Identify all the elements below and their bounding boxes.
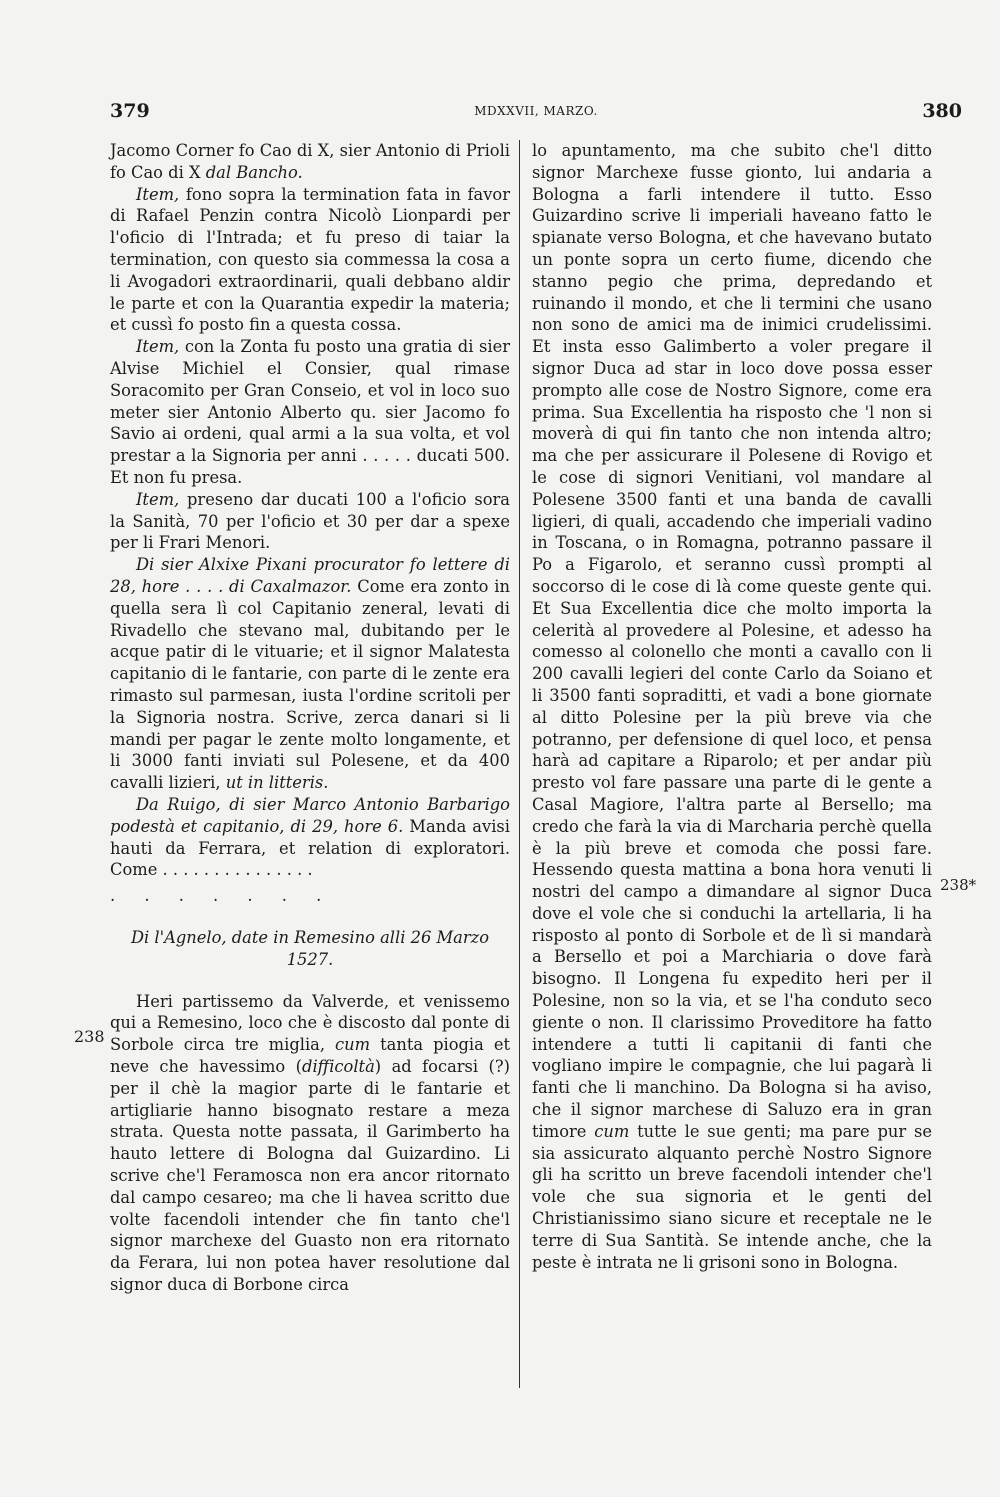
italic-text: Di sier Alxixe Pixani procurator fo lettere di 28, hore . . . . di Caxalmazor. <box>110 555 510 596</box>
left-column <box>110 140 510 1296</box>
paragraph <box>110 140 510 184</box>
text: Jacomo Corner fo Cao di X, sier Antonio di Prioli fo Cao di X <box>110 141 510 182</box>
paragraph <box>110 794 510 881</box>
text: Heri partissemo da Valverde, et venissemo qui a Remesino, loco che è discosto dal ponte di Sorbole circa tre miglia, <box>110 991 510 1055</box>
right-column <box>532 140 932 1273</box>
italic-text: Da Ruigo, di sier Marco Antonio Barbarigo podestà et capitanio, di 29, hore 6. <box>110 794 510 836</box>
italic-text: difficoltà <box>302 1057 375 1077</box>
text: ) ad focarsi (?) per il chè la magior parte di le fantarie et artigliarie hanno bisognato restare a meza strata. Questa notte passata, il Garimberto ha hauto lettere di Bologna dal Guizardino. Li scrive che'l Feramosca non era ancor ritornato dal campo cesareo; ma che li havea scritto due volte facendoli intender che fin tanto che'l signor marchexe del Guasto non era ritornato da Ferara, lui non potea haver resolutione dal signor duca di Borbone circa <box>110 1057 510 1295</box>
page-number-left: 379 <box>110 100 150 122</box>
text: Manda avisi hauti da Ferrara, et relation di exploratori. Come . . . . . . . . . . . . . . . <box>110 816 510 880</box>
italic-text: dal Bancho. <box>205 162 303 182</box>
italic-text: Item, <box>136 337 180 357</box>
page-number-right: 380 <box>922 100 962 122</box>
text: preseno dar ducati 100 a l'oficio sora la Sanità, 70 per l'oficio et 30 per dar a spexe per li Frari Menori. <box>110 489 510 553</box>
text: tanta piogia et neve che havessimo ( <box>110 1035 511 1077</box>
margin-note-right: 238* <box>940 876 977 894</box>
running-title: MDXXVII, MARZO. <box>474 104 598 118</box>
column-rule <box>519 140 520 1388</box>
text: fono sopra la termination fata in favor di Rafael Penzin contra Nicolò Lionpardi per l'oficio di l'Intrada; et fu preso di taiar la termination, con questo sia commessa la cosa a li Avogadori extraordinarii, quali debbano aldir le parte et con la Quarantia expedir la materia; et cussì fo posto fin a questa cossa. <box>110 184 510 335</box>
italic-text: cum <box>335 1035 371 1055</box>
margin-note-left: 238 <box>74 1027 105 1046</box>
running-head <box>110 100 962 124</box>
paragraph <box>532 140 932 1273</box>
ellipsis-line: . . . . . . . <box>110 886 334 906</box>
italic-text: ut in litteris. <box>225 773 329 793</box>
text: tutte le sue genti; ma pare pur se sia assicurato alquanto perchè Nostro Signore gli ha scritto un breve facendoli intender che'l vole che sua signoria et le genti del Christianissimo siano sicure et receptale ne le terre di Sua Santità. Se intende anche, che la peste è intrata ne li grisoni sono in Bologna. <box>532 1121 933 1272</box>
italic-text: Item, <box>136 184 180 204</box>
paragraph <box>110 489 510 554</box>
text: Come era zonto in quella sera lì col Capitanio zeneral, levati di Rivadello che stevano mal, dubitando per le acque patir di le vituarie; et il signor Malatesta capitanio di le fantarie, con parte di le zente era rimasto sul parmesan, iusta l'ordine scritoli per la Signoria nostra. Scrive, zerca danari si li mandi per pagar le zente molto longamente, et li 3000 fanti inviati sul Polesene, et da 400 cavalli lizieri, <box>110 576 510 793</box>
paragraph <box>110 554 510 794</box>
text: lo apuntamento, ma che subito che'l ditto signor Marchexe fusse gionto, lui andaria a Bologna a farli intendere il tutto. Esso Guizardino scrive li imperiali haveano fatto le spianate verso Bologna, et che havevano butato un ponte sopra un certo fiume, dicendo che stanno pegio che prima, depredando et ruinando il mondo, et che li termini che usano non sono de amici ma de inimici crudelissimi. Et insta esso Galimberto a voler pregare il signor Duca ad star in loco dove possa esser prompto alle cose de Nostro Signore, come era prima. Sua Excellentia ha risposto che 'l non si moverà di qui fin tanto che non intenda altro; ma che per assicurare il Polesene di Rovigo et le cose di signori Venitiani, vol mandare al Polesene 3500 fanti et una banda de cavalli ligieri, di quali, accadendo che imperiali vadino in Toscana, o in Romagna, potranno passare il Po a Figarolo, et seranno cussì prompti al soccorso di le cose di là come queste gente qui. Et Sua Excellentia dice che molto importa la celerità al provedere al Polesine, et adesso ha comesso al colonello che monti a cavallo con li 200 cavalli legieri del conte Carlo da Soiano et li 3500 fanti sopraditti, et vadi a bone giornate al ditto Polesine per la più breve via che potranno, per defensione di quel loco, et pensa harà ad capitare a Riparolo; et per andar più presto vol fare passare una parte di le gente a Casal Magiore, l'altra parte al Bersello; ma credo che farà la via di Marcharia perchè quella è la più breve et comoda che possi fare. Hessendo questa mattina a bona hora venuti li nostri del campo a dimandare al signor Duca dove el vole che si conduchi la artellaria, li ha risposto al ponto di Sorbole et de lì si mandarà a Bersello et poi a Marchiaria o dove farà bisogno. Il Longena fu expedito heri per il Polesine, non so la via, et se l'ha conduto seco giente o non. Il clarissimo Proveditore ha fatto intendere a tutti li capitanii di fanti che vogliano impire le compagnie, che lui pagarà li fanti che li manchino. Da Bologna si ha aviso, che il signor marchese di Saluzo era in gran timore <box>532 141 932 1141</box>
paragraph <box>110 991 510 1296</box>
italic-text: Item, <box>136 489 180 509</box>
section-heading: Di l'Agnelo, date in Remesino alli 26 Marzo 1527. <box>130 928 490 969</box>
italic-text: cum <box>594 1121 630 1141</box>
paragraph <box>110 336 510 489</box>
text: con la Zonta fu posto una gratia di sier Alvise Michiel el Consier, qual rimase Soracomito per Gran Conseio, et vol in loco suo meter sier Antonio Alberto qu. sier Jacomo fo Savio ai ordeni, qual armi a la sua volta, et vol prestar a la Signoria per anni . . . . . ducati 500. Et non fu presa. <box>110 337 510 487</box>
paragraph <box>110 184 510 337</box>
